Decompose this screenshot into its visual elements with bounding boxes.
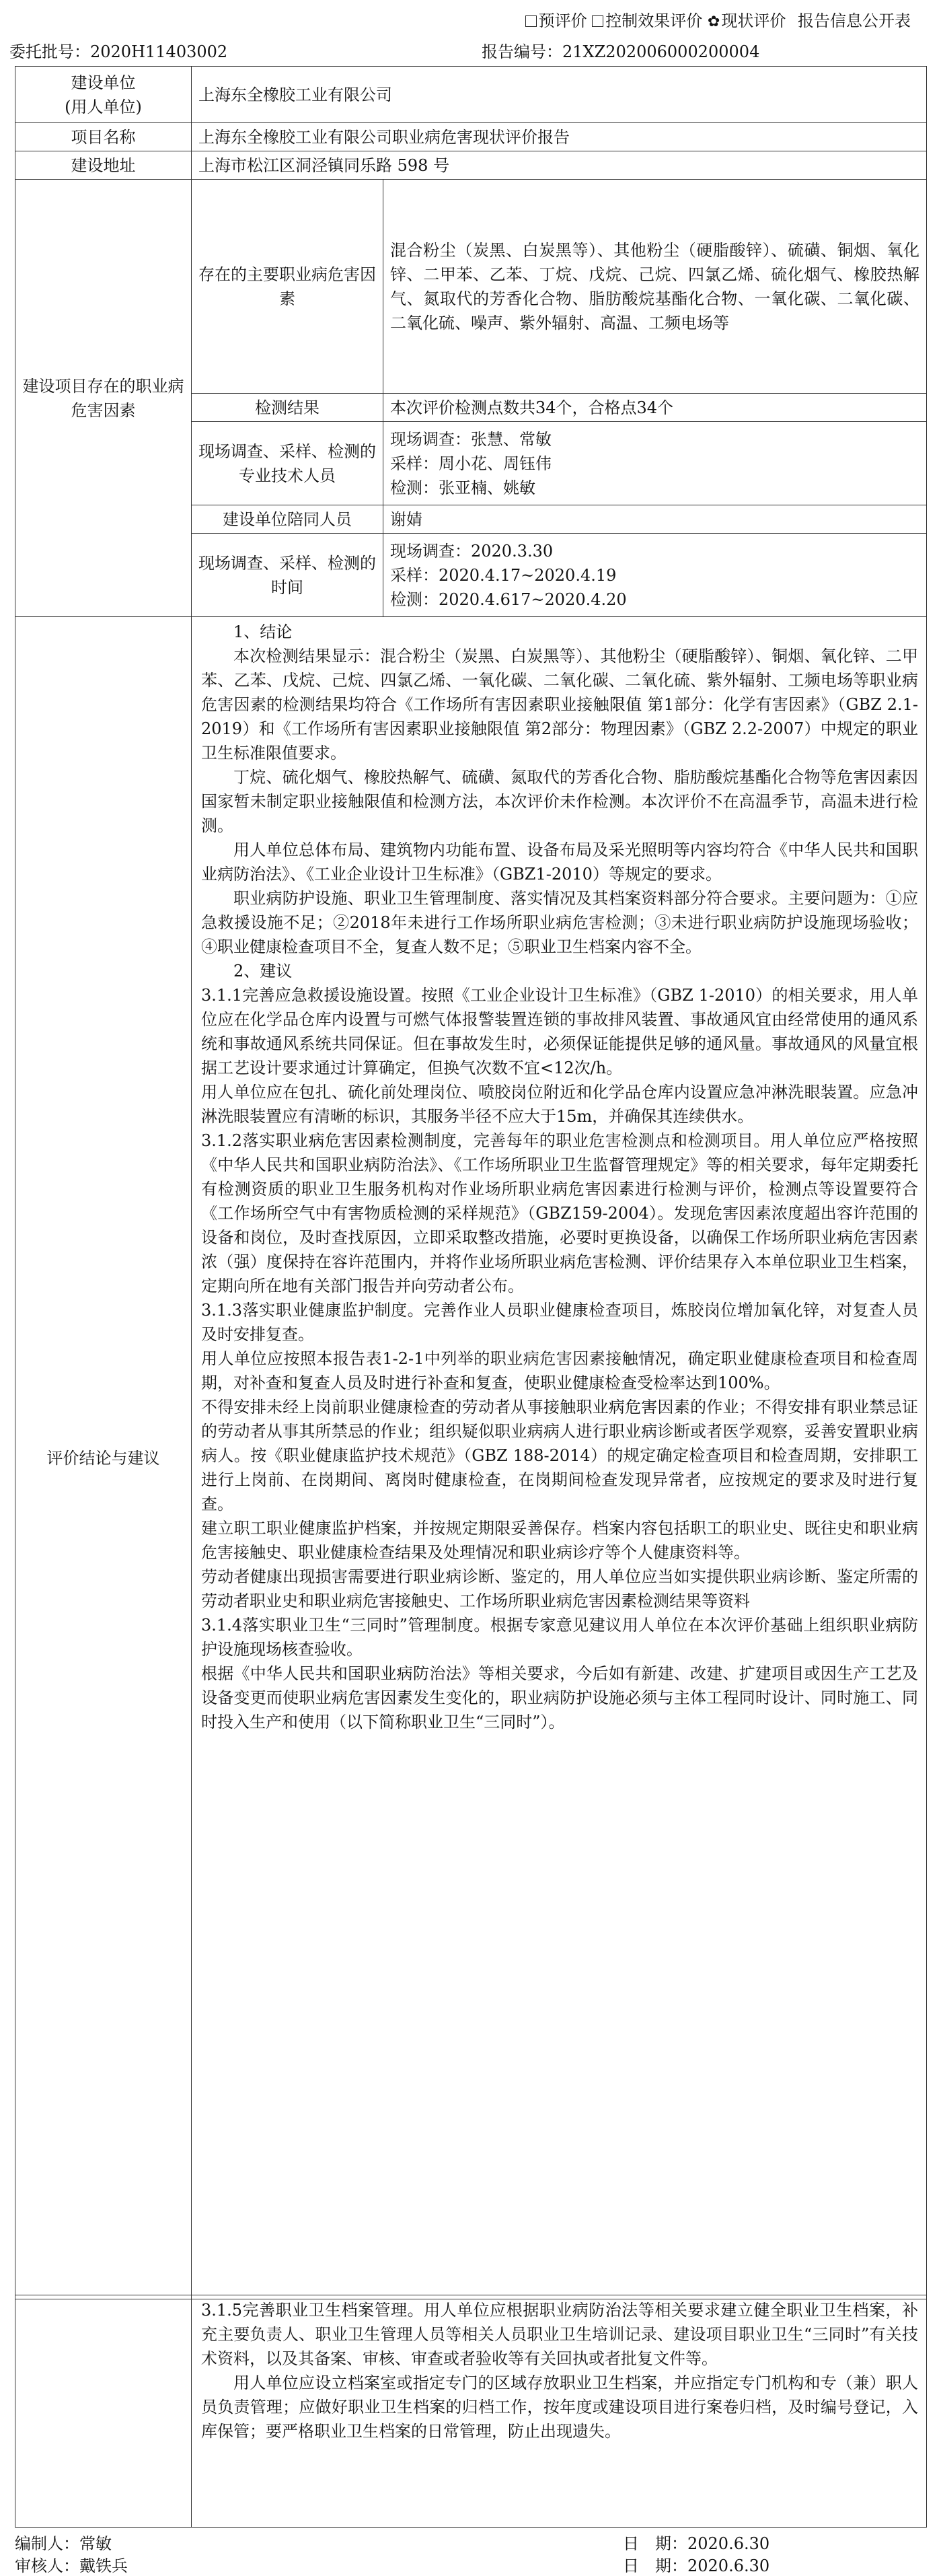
continuation-table (15, 2295, 927, 2528)
suggestion-paragraph: 3.1.2落实职业病危害因素检测制度，完善每年的职业危害检测点和检测项目。用人单位应严格按照《中华人民共和国职业病防治法》、《工作场所职业卫生监督管理规定》等的相关要求，每年定期委托有检测资质的职业卫生服务机构对作业场所职业病危害因素进行检测与评价，检测点等设置要符合《工作场所空气中有害物质检测的采样规范》（GBZ159-2004）。发现危害因素浓度超出容许范围的设备和岗位，及时查找原因，立即采取整改措施，必要时更换设备，以确保工作场所职业病危害因素浓（强）度保持在容许范围内，并将作业场所职业病危害检测、评价结果存入本单位职业卫生档案，定期向所在地有关部门报告并向劳动者公布。 (201, 1131, 918, 1295)
suggestion-heading: 2、建议 (233, 962, 293, 980)
preparer: 编制人：常敏 (15, 2534, 112, 2553)
continuation-label-cell (15, 2295, 192, 2528)
main-hazards-value: 混合粉尘（炭黑、白炭黑等）、其他粉尘（硬脂酸锌）、硫磺、铜烟、氧化锌、二甲苯、乙苯、丁烷、戊烷、己烷、四氯乙烯、硫化烟气、橡胶热解气、氮取代的芳香化合物、脂肪酸烷基酯化合物、一氧化碳、二氧化碳、二氧化硫、噪声、紫外辐射、高温、工频电场等 (383, 180, 927, 394)
suggestion-paragraph: 用人单位应按照本报告表1-2-1中列举的职业病危害因素接触情况，确定职业健康检查项目和检查周期，对补查和复查人员及时进行补查和复查，使职业健康检查受检率达到100%。 (201, 1349, 918, 1392)
report-public-title: 报告信息公开表 (798, 11, 911, 30)
checkbox-empty-icon (592, 15, 603, 27)
row-unit (15, 67, 927, 123)
escort-label: 建设单位陪同人员 (192, 505, 383, 534)
info-table (15, 66, 927, 2299)
report-options (525, 9, 911, 34)
time-label: 现场调查、采样、检测的时间 (192, 534, 383, 617)
address-value: 上海市松江区洞泾镇同乐路 598 号 (192, 151, 927, 180)
main-hazards-label: 存在的主要职业病危害因素 (192, 180, 383, 394)
unit-value: 上海东全橡胶工业有限公司 (192, 67, 927, 123)
suggestion-paragraph: 用人单位应设立档案室或指定专门的区域存放职业卫生档案，并应指定专门机构和专（兼）职人员负责管理；应做好职业卫生档案的归档工作，按年度或建设项目进行案卷归档，及时编号登记，入库保管；要严格职业卫生档案的日常管理，防止出现遗失。 (201, 2373, 918, 2441)
option-control-effect: 控制效果评价 (592, 11, 702, 30)
hazard-section-label: 建设项目存在的职业病危害因素 (15, 180, 192, 617)
row-project (15, 123, 927, 151)
test-result-value: 本次评价检测点数共34个，合格点34个 (383, 394, 927, 422)
row-main-hazards (15, 180, 927, 394)
row-address (15, 151, 927, 180)
test-result-label: 检测结果 (192, 394, 383, 422)
staff-value: 现场调查：张慧、常敏 采样：周小花、周钰伟 检测：张亚楠、姚敏 (383, 422, 927, 505)
checkbox-empty-icon (525, 15, 537, 27)
suggestion-paragraph: 不得安排未经上岗前职业健康检查的劳动者从事接触职业病危害因素的作业；不得安排有职业禁忌证的劳动者从事其所禁忌的作业；组织疑似职业病病人进行职业病诊断或者医学观察，妥善安置职业病病人。按《职业健康监护技术规范》（GBZ 188-2014）的规定确定检查项目和检查周期，安排职工进行上岗前、在岗期间、离岗时健康检查，在岗期间检查发现异常者，应按规定的要求及时进行复查。 (201, 1398, 918, 1513)
suggestion-paragraph: 3.1.3落实职业健康监护制度。完善作业人员职业健康检查项目，炼胶岗位增加氧化锌，对复查人员及时安排复查。 (201, 1301, 918, 1344)
conclusion-label: 评价结论与建议 (15, 617, 192, 2299)
reviewer-date: 日 期：2020.6.30 (623, 2556, 770, 2575)
conclusion-paragraph: 用人单位总体布局、建筑物内功能布置、设备布局及采光照明等内容均符合《中华人民共和国职业病防治法》、《工业企业设计卫生标准》（GBZ1-2010）等规定的要求。 (201, 840, 918, 884)
conclusion-heading: 1、结论 (233, 622, 293, 641)
entrust-number: 委托批号：2020H11403002 (9, 42, 228, 61)
unit-label: 建设单位 (用人单位) (15, 67, 192, 123)
suggestion-paragraph: 根据《中华人民共和国职业病防治法》等相关要求，今后如有新建、改建、扩建项目或因生产工艺及设备变更而使职业病危害因素发生变化的，职业病防护设施必须与主体工程同时设计、同时施工、同时投入生产和使用（以下简称职业卫生“三同时”）。 (201, 1664, 918, 1731)
row-continuation (15, 2295, 927, 2528)
project-label: 项目名称 (15, 123, 192, 151)
suggestion-paragraph: 用人单位应在包扎、硫化前处理岗位、喷胶岗位附近和化学品仓库内设置应急冲淋洗眼装置。应急冲淋洗眼装置应有清晰的标识，其服务半径不应大于15m，并确保其连续供水。 (201, 1083, 918, 1126)
staff-label: 现场调查、采样、检测的专业技术人员 (192, 422, 383, 505)
row-conclusion (15, 617, 927, 2299)
checkbox-checked-icon: ✿ (707, 13, 720, 30)
option-status-assessment: ✿现状评价 (707, 11, 786, 30)
suggestion-paragraph: 建立职工职业健康监护档案，并按规定期限妥善保存。档案内容包括职工的职业史、既往史和职业病危害接触史、职业健康检查结果及处理情况和职业病诊疗等个人健康资料等。 (201, 1519, 918, 1562)
escort-value: 谢婧 (383, 505, 927, 534)
address-label: 建设地址 (15, 151, 192, 180)
conclusion-content (192, 617, 927, 2299)
continuation-content (192, 2295, 927, 2528)
report-number: 报告编号：21XZ202006000200004 (482, 42, 760, 61)
conclusion-paragraph: 丁烷、硫化烟气、橡胶热解气、硫磺、氮取代的芳香化合物、脂肪酸烷基酯化合物等危害因素因国家暂未制定职业接触限值和检测方法，本次评价未作检测。本次评价不在高温季节，高温未进行检测。 (201, 768, 918, 835)
reviewer: 审核人：戴铁兵 (15, 2556, 128, 2575)
suggestion-paragraph: 3.1.5完善职业卫生档案管理。用人单位应根据职业病防治法等相关要求建立健全职业卫生档案，补充主要负责人、职业卫生管理人员等相关人员职业卫生培训记录、建设项目职业卫生“三同时”有关技术资料，以及其备案、审核、审查或者验收等有关回执或者批复文件等。 (201, 2301, 918, 2368)
conclusion-paragraph: 本次检测结果显示：混合粉尘（炭黑、白炭黑等）、其他粉尘（硬脂酸锌）、铜烟、氧化锌、二甲苯、乙苯、戊烷、己烷、四氯乙烯、一氧化碳、二氧化碳、二氧化硫、紫外辐射、工频电场等职业病危害因素的检测结果均符合《工作场所有害因素职业接触限值 第1部分：化学有害因素》（GBZ 2.1-2019）和《工作场所有害因素职业接触限值 第2部分：物理因素》（GBZ 2.2-2007）中规定的职业卫生标准限值要求。 (201, 647, 918, 762)
suggestion-paragraph: 劳动者健康出现损害需要进行职业病诊断、鉴定的，用人单位应当如实提供职业病诊断、鉴定所需的劳动者职业史和职业病危害接触史、工作场所职业病危害因素检测结果等资料 (201, 1567, 918, 1610)
option-pre-assessment: 预评价 (525, 11, 587, 30)
project-value: 上海东全橡胶工业有限公司职业病危害现状评价报告 (192, 123, 927, 151)
suggestion-paragraph: 3.1.4落实职业卫生“三同时”管理制度。根据专家意见建议用人单位在本次评价基础上组织职业病防护设施现场核查验收。 (201, 1616, 918, 1659)
time-value: 现场调查：2020.3.30 采样：2020.4.17~2020.4.19 检测：2020.4.617~2020.4.20 (383, 534, 927, 617)
conclusion-paragraph: 职业病防护设施、职业卫生管理制度、落实情况及其档案资料部分符合要求。主要问题为：①应急救援设施不足；②2018年未进行工作场所职业病危害检测；③未进行职业病防护设施现场验收；④职业健康检查项目不全，复查人数不足；⑤职业卫生档案内容不全。 (201, 889, 918, 956)
preparer-date: 日 期：2020.6.30 (623, 2534, 770, 2553)
suggestion-paragraph: 3.1.1完善应急救援设施设置。按照《工业企业设计卫生标准》（GBZ 1-2010）的相关要求，用人单位应在化学品仓库内设置与可燃气体报警装置连锁的事故排风装置、事故通风宜由经常使用的通风系统和事故通风系统共同保证。但在事故发生时，必须保证能提供足够的通风量。事故通风的风量宜根据工艺设计要求通过计算确定，但换气次数不宜<12次/h。 (201, 986, 918, 1077)
